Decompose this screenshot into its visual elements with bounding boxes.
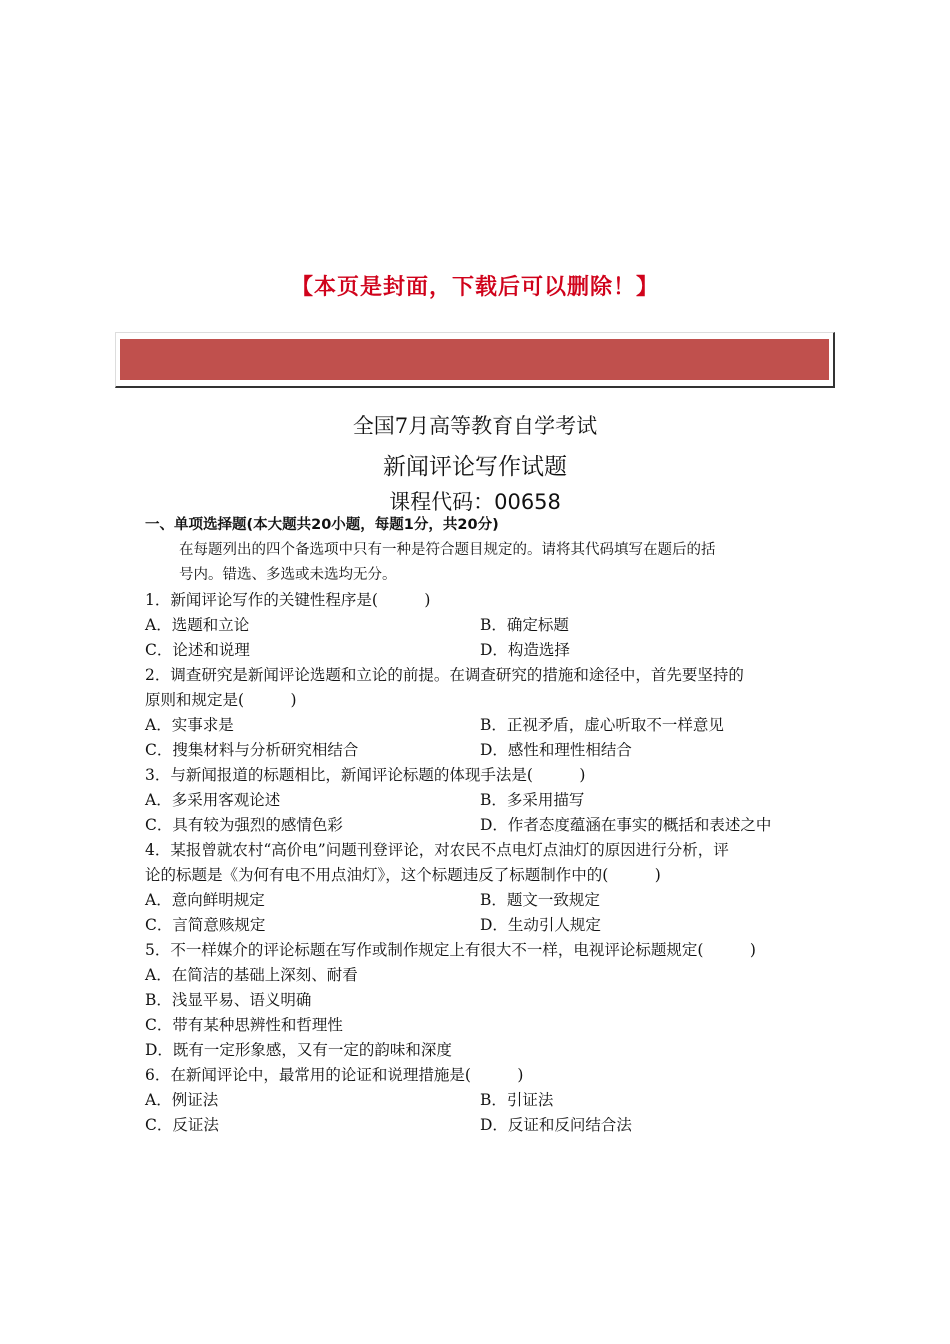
option-a: A．在简洁的基础上深刻、耐看 bbox=[145, 966, 358, 984]
option-c: C．搜集材料与分析研究相结合 bbox=[145, 741, 359, 759]
option-b: B．正视矛盾，虚心听取不一样意见 bbox=[480, 716, 724, 734]
option-row bbox=[145, 738, 815, 763]
option-d: D．生动引人规定 bbox=[480, 916, 601, 934]
exam-title: 新闻评论写作试题 bbox=[383, 454, 567, 480]
option-row bbox=[145, 888, 815, 913]
option-row bbox=[145, 1113, 815, 1138]
question-stem-line1: 2．调查研究是新闻评论选题和立论的前提。在调查研究的措施和途径中，首先要坚持的 bbox=[145, 666, 744, 684]
option-c: C．带有某种思辨性和哲理性 bbox=[145, 1016, 343, 1034]
section-instructions-line2: 号内。错选、多选或未选均无分。 bbox=[179, 567, 397, 583]
option-c: C．言简意赅规定 bbox=[145, 916, 266, 934]
exam-line: 全国7月高等教育自学考试 bbox=[352, 414, 598, 438]
option-b: B．引证法 bbox=[480, 1091, 554, 1109]
question-stem: 6．在新闻评论中，最常用的论证和说理措施是( ) bbox=[145, 1066, 524, 1084]
option-row bbox=[145, 713, 815, 738]
option-row bbox=[145, 813, 815, 838]
option-row bbox=[145, 613, 815, 638]
cover-note: 【本页是封面，下载后可以删除！】 bbox=[290, 275, 659, 300]
banner-fill bbox=[120, 339, 829, 380]
decorative-banner bbox=[115, 332, 835, 388]
question-stem-line2: 论的标题是《为何有电不用点油灯》，这个标题违反了标题制作中的( ) bbox=[145, 866, 661, 884]
option-d: D．既有一定形象感，又有一定的韵味和深度 bbox=[145, 1041, 452, 1059]
option-d: D．感性和理性相结合 bbox=[480, 741, 632, 759]
option-row bbox=[145, 638, 815, 663]
option-c: C．反证法 bbox=[145, 1116, 219, 1134]
option-a: A．多采用客观论述 bbox=[145, 791, 281, 809]
option-row bbox=[145, 1088, 815, 1113]
option-row bbox=[145, 788, 815, 813]
question-stem-line1: 4．某报曾就农村“高价电”问题刊登评论，对农民不点电灯点油灯的原因进行分析，评 bbox=[145, 841, 729, 859]
question-stem: 1．新闻评论写作的关键性程序是( ) bbox=[145, 591, 431, 609]
option-a: A．选题和立论 bbox=[145, 616, 250, 634]
question-stem: 3．与新闻报道的标题相比，新闻评论标题的体现手法是( ) bbox=[145, 766, 586, 784]
option-d: D．构造选择 bbox=[480, 641, 570, 659]
option-b: B．多采用描写 bbox=[480, 791, 585, 809]
question-section bbox=[145, 513, 815, 1138]
option-b: B．浅显平易、语义明确 bbox=[145, 991, 312, 1009]
option-b: B．确定标题 bbox=[480, 616, 569, 634]
section-instructions-line1: 在每题列出的四个备选项中只有一种是符合题目规定的。请将其代码填写在题后的括 bbox=[179, 542, 716, 558]
question-stem-line2: 原则和规定是( ) bbox=[145, 691, 297, 709]
option-b: B．题文一致规定 bbox=[480, 891, 600, 909]
option-a: A．实事求是 bbox=[145, 716, 234, 734]
option-a: A．意向鲜明规定 bbox=[145, 891, 265, 909]
section-heading: 一、单项选择题(本大题共20小题，每题1分，共20分) bbox=[145, 517, 499, 533]
option-d: D．反证和反问结合法 bbox=[480, 1116, 632, 1134]
option-c: C．具有较为强烈的感情色彩 bbox=[145, 816, 343, 834]
question-stem: 5．不一样媒介的评论标题在写作或制作规定上有很大不一样，电视评论标题规定( ) bbox=[145, 941, 756, 959]
option-a: A．例证法 bbox=[145, 1091, 219, 1109]
option-c: C．论述和说理 bbox=[145, 641, 250, 659]
option-d: D．作者态度蕴涵在事实的概括和表述之中 bbox=[480, 816, 772, 834]
option-row bbox=[145, 913, 815, 938]
course-code: 课程代码：00658 bbox=[389, 490, 561, 514]
